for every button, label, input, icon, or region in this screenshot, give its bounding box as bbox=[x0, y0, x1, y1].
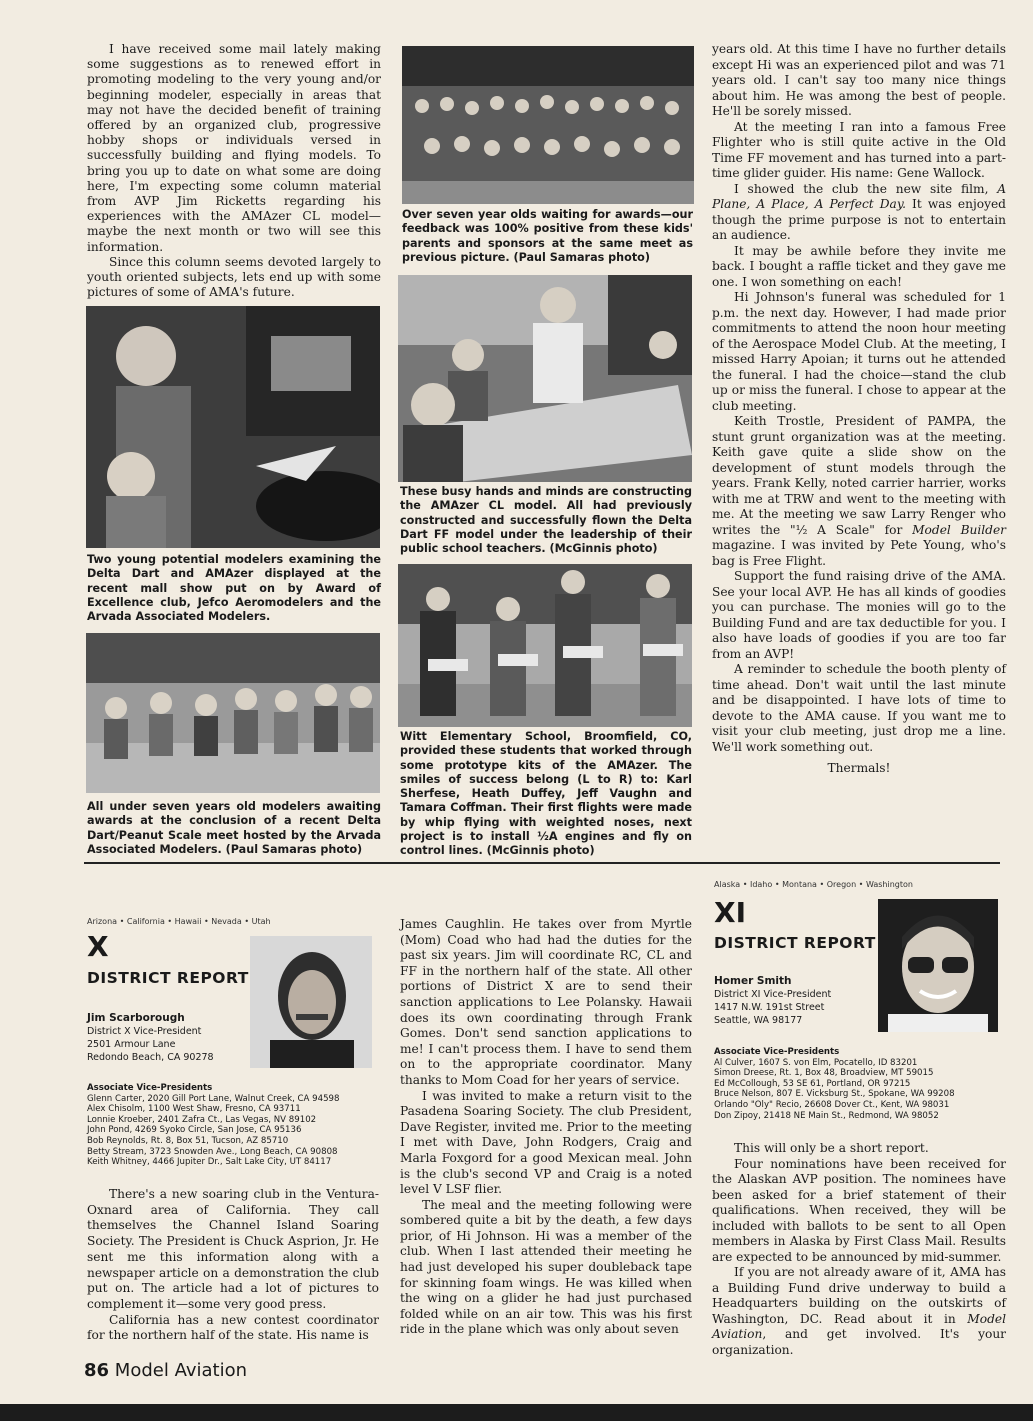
photo-caption: Over seven year olds waiting for awards—our feedback was 100% positive from these kids' parents and sponsors at the same meet as previous picture. (Paul Samaras photo) bbox=[402, 208, 693, 264]
vp-address-line: 2501 Armour Lane bbox=[87, 1039, 176, 1050]
photo-kids-at-mall-show bbox=[86, 306, 380, 548]
text-run: If you are not already aware of it, AMA has a Building Fund drive underway to build a Headquarters building on the outskirts of Washington, DC. Read about it in bbox=[712, 1265, 1006, 1326]
paragraph: Since this column seems devoted largely to youth oriented subjects, lets end up with some pictures of some of AMA's future. bbox=[87, 254, 381, 300]
assoc-vp: Lonnie Kroeber, 2401 Zafra Ct., Las Vegas, NV 89102 bbox=[87, 1114, 317, 1125]
vp-address-line: Seattle, WA 98177 bbox=[714, 1015, 803, 1026]
page-footer bbox=[84, 1360, 247, 1381]
text-run: It was enjoyed though the prime purpose is not to entertain an audience. bbox=[712, 197, 1006, 242]
paragraph: I have received some mail lately making some suggestions as to renewed effort in promoting modeling to the very young and/or beginning modeler, especially in areas that may not have the decided benefit of training offered by an organized club, progressive hobby shops or individuals versed in successfully building and flying models. To bring you up to date on what some are doing here, I'm expecting some column material from AVP Jim Ricketts regarding his experiences with the AMAzer CL model—maybe the next month or two will see this information. bbox=[87, 42, 381, 254]
paragraph: This will only be a short report. bbox=[734, 1141, 929, 1155]
district-xi-number: XI bbox=[714, 896, 747, 929]
assoc-heading: Associate Vice-Presidents bbox=[87, 1083, 213, 1093]
assoc-vp: Don Zipoy, 21418 NE Main St., Redmond, WA 98052 bbox=[714, 1110, 939, 1121]
paragraph: A reminder to schedule the booth plenty of time ahead. Don't wait until the last minute and be disappointed. I have lots of time to devote to the AMA cause. If you want me to visit your club meeting, just drop me a line. We'll work something out. bbox=[712, 662, 1006, 754]
district-x-states: Arizona • California • Hawaii • Nevada • Utah bbox=[87, 917, 271, 926]
assoc-vp: Bob Reynolds, Rt. 8, Box 51, Tucson, AZ 85710 bbox=[87, 1135, 289, 1146]
text-run: I showed the club the new site film, bbox=[734, 181, 998, 196]
district-xi-associate-vps bbox=[714, 1047, 1014, 1121]
assoc-vp: Alex Chisolm, 1100 West Shaw, Fresno, CA 93711 bbox=[87, 1104, 301, 1115]
signoff: Thermals! bbox=[827, 761, 891, 775]
photo-under-seven-modelers bbox=[86, 633, 380, 793]
photo-caption: All under seven years old modelers awaiting awards at the conclusion of a recent Delta Dart/Peanut Scale meet hosted by the Arvada Associated Modelers. (Paul Samaras photo) bbox=[87, 800, 381, 856]
assoc-vp: John Pond, 4269 Syoko Circle, San Jose, CA 95136 bbox=[87, 1125, 302, 1136]
assoc-vp: Betty Stream, 3723 Snowden Ave., Long Beach, CA 90808 bbox=[87, 1146, 338, 1157]
photo-over-seven-group bbox=[402, 46, 694, 204]
vp-name: Jim Scarborough bbox=[87, 1012, 185, 1024]
vp-address-line: Redondo Beach, CA 90278 bbox=[87, 1052, 214, 1063]
column-3-text bbox=[712, 42, 1006, 777]
assoc-vp: Bruce Nelson, 807 E. Vicksburg St., Spokane, WA 99208 bbox=[714, 1089, 955, 1100]
photo-caption: These busy hands and minds are constructing the AMAzer CL model. All had previously constructed and successfully flown the Delta Dart FF model under the leadership of their public school teachers. (McGinnis photo) bbox=[400, 485, 692, 556]
vp-title: District XI Vice-President bbox=[714, 989, 832, 1000]
district-xi-title: DISTRICT REPORT bbox=[714, 934, 876, 952]
film-title: A Plane, A Place, A Perfect Day. bbox=[712, 181, 1006, 211]
text-run: Keith Trostle, President of PAMPA, the stunt grunt organization was at the meeting. Keith gave quite a slide show on the development of stunt models through the years. Frank Kelly, noted carrier harrier, works with me at TRW and went to the meeting with me. At the meeting we saw Larry Renger who writes the "½ A Scale" for bbox=[712, 414, 1006, 537]
paragraph: James Caughlin. He takes over from Myrtle (Mom) Coad who had had the duties for the past six years. Jim will coordinate RC, CL and FF in the northern half of the state. All other portions of District X are to send their sanction applications to Lee Polansky. Hawaii does its own coordinating through Frank Gomes. Don't send sanction applications to me! I can't process them. I have to send them on to the appropriate coordinator. Many thanks to Mom Coad for her years of service. bbox=[400, 917, 692, 1087]
magazine-title: Model Builder bbox=[912, 522, 1007, 537]
vp-address-line: 1417 N.W. 191st Street bbox=[714, 1002, 825, 1013]
magazine-title: Model Aviation bbox=[712, 1311, 1006, 1341]
district-xi-states: Alaska • Idaho • Montana • Oregon • Washington bbox=[714, 880, 913, 889]
photo-caption: Two young potential modelers examining the Delta Dart and AMAzer displayed at the recent mall show put on by Award of Excellence club, Jefco Aeromodelers and the Arvada Associated Modelers. bbox=[87, 553, 381, 624]
portrait-jim-scarborough bbox=[250, 936, 372, 1068]
vp-name: Homer Smith bbox=[714, 975, 792, 987]
paragraph: There's a new soaring club in the Ventura-Oxnard area of California. They call themselves the Channel Island Soaring Society. The President is Chuck Asprion, Jr. He sent me this information along with a newspaper article on a demonstration the club put on. The article had a lot of pictures to complement it—some very good press. bbox=[87, 1187, 379, 1311]
paragraph bbox=[712, 414, 1006, 569]
paragraph: The meal and the meeting following were sombered quite a bit by the death, a few days prior, of Hi Johnson. Hi was a member of the club. When I last attended their meeting he had just developed his super doubleback tape for skinning foam wings. He was killed when the wing on a glider he had just purchased folded while on an air tow. This was his first ride in the plane which was only about seven bbox=[400, 1197, 692, 1337]
text-run: magazine. I was invited by Pete Young, who's bag is Free Flight. bbox=[712, 538, 1006, 568]
paragraph: At the meeting I ran into a famous Free Flighter who is still quite active in the Old Time FF movement and has turned into a part-time glider guider. His name: Gene Wallock. bbox=[712, 119, 1006, 180]
text-run: , and get involved. It's your organization. bbox=[712, 1327, 1006, 1357]
paragraph: Hi Johnson's funeral was scheduled for 1 p.m. the next day. However, I had made prior commitments to attend the noon hour meeting of the Aerospace Model Club. At the meeting, I missed Harry Apoian; it turns out he attended the funeral. I had the choice—stand the club up or miss the funeral. I chose to appear at the club meeting. bbox=[712, 290, 1006, 413]
assoc-vp: Glenn Carter, 2020 Gill Port Lane, Walnut Creek, CA 94598 bbox=[87, 1093, 340, 1104]
portrait-homer-smith bbox=[878, 899, 998, 1032]
assoc-vp: Al Culver, 1607 S. von Elm, Pocatello, ID 83201 bbox=[714, 1057, 918, 1068]
photo-witt-elementary-students bbox=[398, 564, 692, 727]
paragraph: I was invited to make a return visit to the Pasadena Soaring Society. The club President, Dave Register, invited me. Prior to the meeting I met with Dave, John Rodgers, Craig and Marla Foxgord for a good Mexican meal. John is the club's second VP and Craig is a noted level V LSF flier. bbox=[400, 1088, 692, 1197]
paragraph bbox=[712, 182, 1006, 244]
paragraph: California has a new contest coordinator for the northern half of the state. His name is bbox=[87, 1312, 379, 1343]
paragraph: years old. At this time I have no further details except Hi was an experienced pilot and was 71 years old. I can't say too many nice things about him. He was among the best of people. He'll be sorely missed. bbox=[712, 42, 1006, 118]
district-x-body-left bbox=[87, 1187, 379, 1344]
assoc-vp: Keith Whitney, 4466 Jupiter Dr., Salt Lake City, UT 84117 bbox=[87, 1157, 332, 1168]
vp-title: District X Vice-President bbox=[87, 1026, 202, 1037]
scan-edge bbox=[0, 1404, 1033, 1421]
paragraph: Support the fund raising drive of the AMA. See your local AVP. He has all kinds of goodies you can purchase. The monies will go to the Building Fund and are tax deductible for you. I also have loads of goodies if you are too far from an AVP! bbox=[712, 569, 1006, 661]
section-divider bbox=[84, 862, 1000, 864]
magazine-name: Model Aviation bbox=[114, 1360, 247, 1381]
district-xi-vp-info bbox=[714, 975, 831, 1027]
assoc-vp: Ed McCollough, 53 SE 61, Portland, OR 97215 bbox=[714, 1078, 911, 1089]
district-x-associate-vps bbox=[87, 1083, 387, 1168]
column-1-text bbox=[87, 42, 381, 300]
page-number: 86 bbox=[84, 1360, 110, 1381]
photo-caption: Witt Elementary School, Broomfield, CO, provided these students that worked through some prototype kits of the AMAzer. The smiles of success belong (L to R) to: Karl Sherfese, Heath Duffey, Jeff Vaughn and Tamara Coffman. Their first flights were made by whip flying with weighted noses, next project is to install ½A engines and fly on control lines. (McGinnis photo) bbox=[400, 730, 692, 858]
district-x-number: X bbox=[87, 930, 109, 963]
district-x-body-middle bbox=[400, 917, 692, 1338]
district-xi-body bbox=[712, 1141, 1006, 1358]
district-x-vp-info bbox=[87, 1012, 214, 1064]
paragraph: It may be awhile before they invite me back. I bought a raffle ticket and they gave me one. I won something on each! bbox=[712, 243, 1006, 289]
paragraph: Four nominations have been received for the Alaskan AVP position. The nominees have been asked for a brief statement of their qualifications. When received, they will be included with ballots to be sent to all Open members in Alaska by First Class Mail. Results are expected to be announced by mid-summer. bbox=[712, 1156, 1006, 1264]
assoc-vp: Orlando "Oly" Recio, 26608 Dover Ct., Kent, WA 98031 bbox=[714, 1099, 950, 1110]
district-x-title: DISTRICT REPORT bbox=[87, 969, 249, 987]
paragraph bbox=[712, 1265, 1006, 1358]
assoc-heading: Associate Vice-Presidents bbox=[714, 1047, 840, 1057]
assoc-vp: Simon Dreese, Rt. 1, Box 48, Broadview, MT 59015 bbox=[714, 1068, 934, 1079]
photo-busy-hands-constructing bbox=[398, 275, 692, 482]
